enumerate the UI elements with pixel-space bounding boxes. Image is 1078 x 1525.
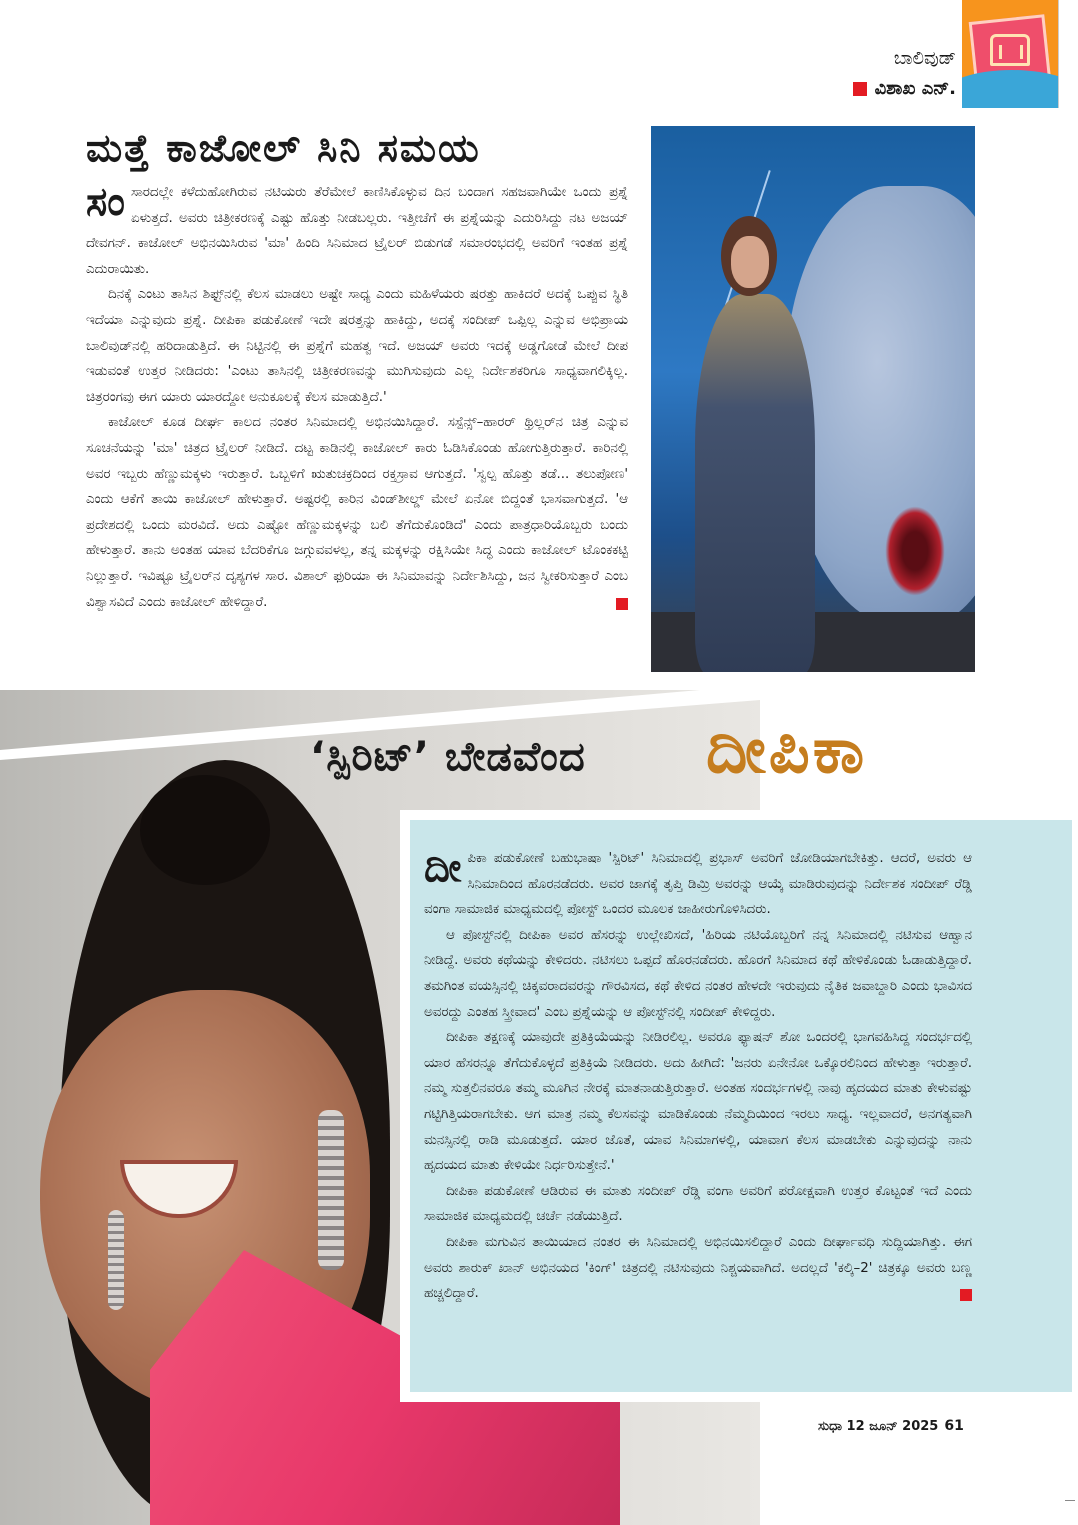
page-folio — [818, 1418, 964, 1434]
author-byline — [853, 78, 956, 99]
issue-date: ಸುಧಾ 12 ಜೂನ್ 2025 — [818, 1419, 939, 1434]
author-name: ವಿಶಾಖ ಎನ್. — [874, 78, 956, 99]
end-mark — [960, 1289, 972, 1301]
page-number: 61 — [944, 1418, 964, 1434]
paragraph: ಕಾಜೋಲ್ ಕೂಡ ದೀರ್ಘ ಕಾಲದ ನಂತರ ಸಿನಿಮಾದಲ್ಲಿ ಅಭಿನಯಿಸಿದ್ದಾರೆ. ಸಸ್ಪೆನ್ಸ್–ಹಾರರ್ ಥ್ರಿಲ್ಲರ್‌ನ ಚಿತ್ರ ಎನ್ನುವ ಸೂಚನೆಯನ್ನು 'ಮಾ' ಚಿತ್ರದ ಟ್ರೈಲರ್ ನೀಡಿದೆ. ದಟ್ಟ ಕಾಡಿನಲ್ಲಿ ಕಾಜೋಲ್ ಕಾರು ಓಡಿಸಿಕೊಂಡು ಹೋಗುತ್ತಿರುತ್ತಾರೆ. ಕಾರಿನಲ್ಲಿ ಅವರ ಇಬ್ಬರು ಹೆಣ್ಣುಮಕ್ಕಳು ಇರುತ್ತಾರೆ. ಒಬ್ಬಳಿಗೆ ಋತುಚಕ್ರದಿಂದ ರಕ್ತಸ್ರಾವ ಆಗುತ್ತದೆ. 'ಸ್ವಲ್ಪ ಹೊತ್ತು ತಡೆ... ತಲುಪೋಣ' ಎಂದು ಆಕೆಗೆ ತಾಯಿ ಕಾಜೋಲ್ ಹೇಳುತ್ತಾರೆ. ಅಷ್ಟರಲ್ಲಿ ಕಾರಿನ ವಿಂಡ್‌ಶೀಲ್ಡ್ ಮೇಲೆ ಏನೋ ಬಿದ್ದಂತೆ ಭಾಸವಾಗುತ್ತದೆ. 'ಆ ಪ್ರದೇಶದಲ್ಲಿ ಒಂದು ಮರವಿದೆ. ಅದು ಎಷ್ಟೋ ಹೆಣ್ಣುಮಕ್ಕಳನ್ನು ಬಲಿ ತೆಗೆದುಕೊಂಡಿದೆ' ಎಂದು ಪಾತ್ರಧಾರಿಯೊಬ್ಬರು ಬಂದು ಹೇಳುತ್ತಾರೆ. ತಾನು ಅಂತಹ ಯಾವ ಬೆದರಿಕೆಗೂ ಜಗ್ಗುವವಳಲ್ಲ, ತನ್ನ ಮಕ್ಕಳನ್ನು ರಕ್ಷಿಸಿಯೇ ಸಿದ್ಧ ಎಂದು ಕಾಜೋಲ್ ಟೊಂಕಕಟ್ಟಿ ನಿಲ್ಲುತ್ತಾರೆ. ಇವಿಷ್ಟೂ ಟ್ರೈಲರ್‌ನ ದೃಶ್ಯಗಳ ಸಾರ. ವಿಶಾಲ್ ಫುರಿಯಾ ಈ ಸಿನಿಮಾವನ್ನು ನಿರ್ದೇಶಿಸಿದ್ದು, ಜನ ಸ್ವೀಕರಿಸುತ್ತಾರೆ ಎಂಬ ವಿಶ್ವಾಸವಿದೆ ಎಂದು ಕಾಜೋಲ್ ಹೇಳಿದ್ದಾರೆ. — [86, 415, 628, 610]
section-badge — [962, 0, 1058, 108]
paragraph: ದೀಪಿಕಾ ಪಡುಕೋಣೆ ಬಹುಭಾಷಾ 'ಸ್ಪಿರಿಟ್' ಸಿನಿಮಾದಲ್ಲಿ ಪ್ರಭಾಸ್ ಅವರಿಗೆ ಜೋಡಿಯಾಗಬೇಕಿತ್ತು. ಆದರೆ, ಅವರು ಆ ಸಿನಿಮಾದಿಂದ ಹೊರನಡೆದರು. ಅವರ ಜಾಗಕ್ಕೆ ತೃಪ್ತಿ ಡಿಮ್ರಿ ಅವರನ್ನು ಆಯ್ಕೆ ಮಾಡಿರುವುದನ್ನು ನಿರ್ದೇಶಕ ಸಂದೀಪ್ ರೆಡ್ಡಿ ವಂಗಾ ಸಾಮಾಜಿಕ ಮಾಧ್ಯಮದಲ್ಲಿ ಪೋಸ್ಟ್ ಒಂದರ ಮೂಲಕ ಜಾಹೀರುಗೊಳಿಸಿದರು. — [424, 845, 972, 918]
byline-marker — [853, 82, 867, 96]
drop-cap: ಸಂ — [86, 179, 125, 225]
paragraph: ದೀಪಿಕಾ ಮಗುವಿನ ತಾಯಿಯಾದ ನಂತರ ಈ ಸಿನಿಮಾದಲ್ಲಿ ಅಭಿನಯಿಸಲಿದ್ದಾರೆ ಎಂದು ದೀರ್ಘಾವಧಿ ಸುದ್ದಿಯಾಗಿತ್ತು. ಈಗ ಅವರು ಶಾರುಕ್ ಖಾನ್ ಅಭಿನಯದ 'ಕಿಂಗ್' ಚಿತ್ರದಲ್ಲಿ ನಟಿಸುವುದು ನಿಶ್ಚಯವಾಗಿದೆ. ಅದಲ್ಲದೆ 'ಕಲ್ಕಿ–2' ಚಿತ್ರಕ್ಕೂ ಅವರು ಬಣ್ಣ ಹಚ್ಚಲಿದ್ದಾರೆ. — [424, 1234, 972, 1302]
paragraph: ದೀಪಿಕಾ ಪಡುಕೋಣೆ ಆಡಿರುವ ಈ ಮಾತು ಸಂದೀಪ್ ರೆಡ್ಡಿ ವಂಗಾ ಅವರಿಗೆ ಪರೋಕ್ಷವಾಗಿ ಉತ್ತರ ಕೊಟ್ಟಂತೆ ಇದೆ ಎಂದು ಸಾಮಾಜಿಕ ಮಾಧ್ಯಮದಲ್ಲಿ ಚರ್ಚೆ ನಡೆಯುತ್ತಿದೆ. — [424, 1183, 972, 1225]
paragraph: ದಿನಕ್ಕೆ ಎಂಟು ತಾಸಿನ ಶಿಫ್ಟ್‌ನಲ್ಲಿ ಕೆಲಸ ಮಾಡಲು ಅಷ್ಟೇ ಸಾಧ್ಯ ಎಂದು ಮಹಿಳೆಯರು ಷರತ್ತು ಹಾಕಿದರೆ ಅದಕ್ಕೆ ಒಪ್ಪುವ ಸ್ಥಿತಿ ಇದೆಯಾ ಎನ್ನುವುದು ಪ್ರಶ್ನೆ. ದೀಪಿಕಾ ಪಡುಕೋಣೆ ಇದೇ ಷರತ್ತನ್ನು ಹಾಕಿದ್ದು, ಅದಕ್ಕೆ ಸಂದೀಪ್ ಒಪ್ಪಿಲ್ಲ ಎನ್ನುವ ಅಭಿಪ್ರಾಯ ಬಾಲಿವುಡ್‌ನಲ್ಲಿ ಹರಿದಾಡುತ್ತಿದೆ. ಈ ನಿಟ್ಟಿನಲ್ಲಿ ಈ ಪ್ರಶ್ನೆಗೆ ಮಹತ್ವ ಇದೆ. ಅಜಯ್ ಅವರು ಇದಕ್ಕೆ ಅಡ್ಡಗೋಡೆ ಮೇಲೆ ದೀಪ ಇಡುವಂತೆ ಉತ್ತರ ನೀಡಿದರು: 'ಎಂಟು ತಾಸಿನಲ್ಲಿ ಚಿತ್ರೀಕರಣವನ್ನು ಮುಗಿಸುವುದು ಎಲ್ಲ ನಿರ್ದೇಶಕರಿಗೂ ಸಾಧ್ಯವಾಗಲಿಕ್ಕಿಲ್ಲ. ಚಿತ್ರರಂಗವು ಈಗ ಯಾರು ಯಾರದ್ದೋ ಅನುಕೂಲಕ್ಕೆ ಕೆಲಸ ಮಾಡುತ್ತಿದೆ.' — [86, 287, 628, 405]
article-title-deepika-quote: ‘ಸ್ಪಿರಿಟ್’ ಬೇಡವೆಂದ — [310, 734, 586, 780]
article-title-deepika-name: ದೀಪಿಕಾ — [706, 714, 868, 788]
section-label: ಬಾಲಿವುಡ್ — [893, 48, 956, 69]
article-title-kajol: ಮತ್ತೆ ಕಾಜೋಲ್ ಸಿನಿ ಸಮಯ — [86, 126, 481, 170]
kajol-photo — [651, 126, 975, 672]
temple-icon — [990, 34, 1030, 66]
paragraph: ಆ ಪೋಸ್ಟ್‌ನಲ್ಲಿ ದೀಪಿಕಾ ಅವರ ಹೆಸರನ್ನು ಉಲ್ಲೇಖಿಸದೆ, 'ಹಿರಿಯ ನಟಿಯೊಬ್ಬರಿಗೆ ನನ್ನ ಸಿನಿಮಾದಲ್ಲಿ ನಟಿಸುವ ಆಹ್ವಾನ ನೀಡಿದ್ದೆ. ಅವರು ಕಥೆಯನ್ನು ಕೇಳಿದರು. ನಟಿಸಲು ಒಪ್ಪದೆ ಹೊರನಡೆದರು. ಹೊರಗೆ ಸಿನಿಮಾದ ಕಥೆ ಹೇಳಿಕೊಂಡು ಓಡಾಡುತ್ತಿದ್ದಾರೆ. ತಮಗಿಂತ ವಯಸ್ಸಿನಲ್ಲಿ ಚಿಕ್ಕವರಾದವರನ್ನು ಗೌರವಿಸದ, ಕಥೆ ಕೇಳಿದ ನಂತರ ಹೇಳದೇ ಇರುವುದು ನೈತಿಕ ಜವಾಬ್ದಾರಿ ಎಂದು ಭಾವಿಸದ ಅವರದ್ದು ಎಂತಹ ಸ್ತ್ರೀವಾದ' ಎಂಬ ಪ್ರಶ್ನೆಯನ್ನು ಆ ಪೋಸ್ಟ್‌ನಲ್ಲಿ ಸಂದೀಪ್ ಕೇಳಿದ್ದರು. — [424, 927, 972, 1020]
article-body-kajol — [86, 180, 628, 615]
drop-cap: ದೀ — [424, 845, 462, 891]
article-body-deepika — [424, 846, 972, 1307]
page-edge — [1058, 0, 1078, 108]
end-mark — [616, 598, 628, 610]
crop-mark — [1065, 1500, 1075, 1501]
paragraph: ದೀಪಿಕಾ ತಕ್ಷಣಕ್ಕೆ ಯಾವುದೇ ಪ್ರತಿಕ್ರಿಯೆಯನ್ನು ನೀಡಿರಲಿಲ್ಲ. ಅವರೂ ಫ್ಯಾಷನ್ ಶೋ ಒಂದರಲ್ಲಿ ಭಾಗವಹಿಸಿದ್ದ ಸಂದರ್ಭದಲ್ಲಿ ಯಾರ ಹೆಸರನ್ನೂ ತೆಗೆದುಕೊಳ್ಳದೆ ಪ್ರತಿಕ್ರಿಯೆ ನೀಡಿದರು. ಅದು ಹೀಗಿದೆ: 'ಜನರು ಏನೇನೋ ಒಕ್ಕೊರಲಿನಿಂದ ಹೇಳುತ್ತಾ ಇರುತ್ತಾರೆ. ನಮ್ಮ ಸುತ್ತಲಿನವರೂ ತಮ್ಮ ಮೂಗಿನ ನೇರಕ್ಕೆ ಮಾತನಾಡುತ್ತಿರುತ್ತಾರೆ. ಅಂತಹ ಸಂದರ್ಭಗಳಲ್ಲಿ ನಾವು ಹೃದಯದ ಮಾತು ಕೇಳುವಷ್ಟು ಗಟ್ಟಿಗಿತ್ತಿಯರಾಗಬೇಕು. ಆಗ ಮಾತ್ರ ನಮ್ಮ ಕೆಲಸವನ್ನು ಮಾಡಿಕೊಂಡು ನೆಮ್ಮದಿಯಿಂದ ಇರಲು ಸಾಧ್ಯ. ಇಲ್ಲವಾದರೆ, ಅನಗತ್ಯವಾಗಿ ಮನಸ್ಸಿನಲ್ಲಿ ರಾಡಿ ಮೂಡುತ್ತದೆ. ಯಾರ ಜೊತೆ, ಯಾವ ಸಿನಿಮಾಗಳಲ್ಲಿ, ಯಾವಾಗ ಕೆಲಸ ಮಾಡಬೇಕು ಎನ್ನುವುದನ್ನು ನಾನು ಹೃದಯದ ಮಾತು ಕೇಳಿಯೇ ನಿರ್ಧರಿಸುತ್ತೇನೆ.' — [424, 1030, 972, 1174]
paragraph: ಸಂಸಾರದಲ್ಲೇ ಕಳೆದುಹೋಗಿರುವ ನಟಿಯರು ತೆರೆಮೇಲೆ ಕಾಣಿಸಿಕೊಳ್ಳುವ ದಿನ ಬಂದಾಗ ಸಹಜವಾಗಿಯೇ ಒಂದು ಪ್ರಶ್ನೆ ಏಳುತ್ತದೆ. ಅವರು ಚಿತ್ರೀಕರಣಕ್ಕೆ ಎಷ್ಟು ಹೊತ್ತು ನೀಡಬಲ್ಲರು. ಇತ್ತೀಚೆಗೆ ಈ ಪ್ರಶ್ನೆಯನ್ನು ಎದುರಿಸಿದ್ದು ನಟ ಅಜಯ್ ದೇವಗನ್. ಕಾಜೋಲ್ ಅಭಿನಯಿಸಿರುವ 'ಮಾ' ಹಿಂದಿ ಸಿನಿಮಾದ ಟ್ರೈಲರ್ ಬಿಡುಗಡೆ ಸಮಾರಂಭದಲ್ಲಿ ಅವರಿಗೆ ಇಂತಹ ಪ್ರಶ್ನೆ ಎದುರಾಯಿತು. — [86, 179, 628, 277]
